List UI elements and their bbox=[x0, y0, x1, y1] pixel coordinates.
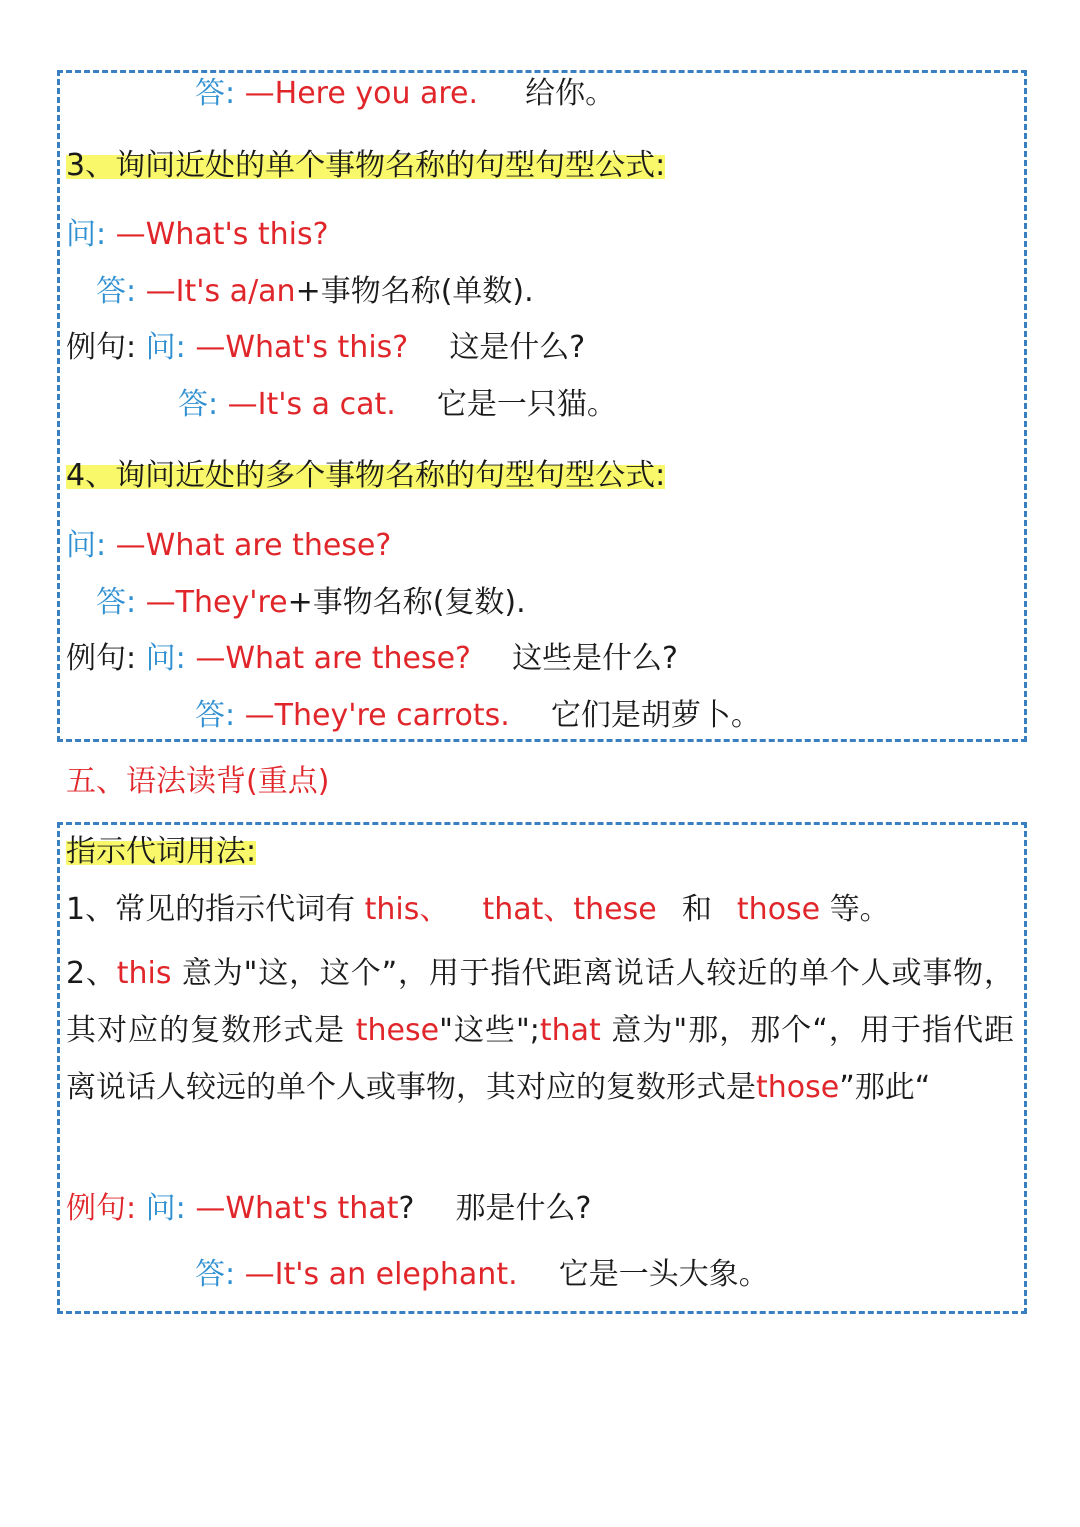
box2-example-question bbox=[66, 1189, 591, 1229]
answer-english: —It's a/an bbox=[145, 274, 296, 309]
question-mark: ? bbox=[398, 1191, 415, 1226]
word-that-these: that、these bbox=[482, 892, 657, 927]
answer-line-here-you-are bbox=[195, 74, 615, 114]
sec4-example-answer bbox=[195, 696, 761, 736]
word-these: these bbox=[355, 1013, 440, 1048]
answer-label: 答: bbox=[195, 1257, 236, 1292]
example-label: 例句: bbox=[66, 1191, 137, 1226]
p2-text-4: ”那此“ bbox=[839, 1070, 931, 1105]
p2-number: 2、 bbox=[66, 956, 117, 991]
question-label: 问: bbox=[145, 1191, 186, 1226]
sec4-question-pattern bbox=[66, 526, 391, 566]
answer-chinese: 它是一只猫。 bbox=[436, 387, 617, 422]
answer-chinese: 给你。 bbox=[525, 76, 616, 111]
example-label: 例句: bbox=[66, 330, 137, 365]
section-3-heading-text: 3、询问近处的单个事物名称的句型句型公式: bbox=[66, 148, 666, 183]
answer-formula: +事物名称(单数). bbox=[295, 274, 534, 309]
word-this: this bbox=[116, 956, 172, 991]
p1-text: 1、常见的指示代词有 bbox=[66, 892, 356, 927]
sec3-question-pattern bbox=[66, 215, 329, 255]
word-this: this、 bbox=[364, 892, 450, 927]
question-chinese: 那是什么? bbox=[455, 1191, 592, 1226]
word-that: that bbox=[539, 1013, 601, 1048]
p1-end: 等。 bbox=[829, 892, 890, 927]
question-english: —What are these? bbox=[115, 528, 392, 563]
question-label: 问: bbox=[66, 528, 107, 563]
demonstrative-heading-text: 指示代词用法: bbox=[66, 834, 257, 869]
answer-english: —They're bbox=[145, 585, 288, 620]
box2-example-answer bbox=[195, 1255, 769, 1295]
question-english: —What's that bbox=[195, 1191, 399, 1226]
answer-label: 答: bbox=[96, 585, 137, 620]
answer-english: —They're carrots. bbox=[244, 698, 510, 733]
question-chinese: 这些是什么? bbox=[512, 641, 678, 676]
sec4-example-question bbox=[66, 639, 678, 679]
question-label: 问: bbox=[145, 330, 186, 365]
section-5-title: 五、语法读背(重点) bbox=[66, 764, 330, 799]
p2-text-2: "这些"; bbox=[439, 1013, 540, 1048]
question-english: —What are these? bbox=[195, 641, 471, 676]
sec4-answer-pattern bbox=[96, 583, 526, 623]
p2-text-1: 意为"这，这个”，用于指代距离说话人较近的单个人或事物，其对应的复数形式是 bbox=[66, 956, 1015, 1048]
answer-chinese: 它是一头大象。 bbox=[558, 1257, 769, 1292]
answer-english: —It's an elephant. bbox=[244, 1257, 518, 1292]
sec3-example-question bbox=[66, 328, 585, 368]
example-label: 例句: bbox=[66, 641, 137, 676]
sec3-answer-pattern bbox=[96, 272, 534, 312]
section-3-heading bbox=[66, 146, 665, 186]
answer-label: 答: bbox=[195, 698, 236, 733]
demonstrative-heading bbox=[66, 832, 256, 872]
question-label: 问: bbox=[145, 641, 186, 676]
question-chinese: 这是什么? bbox=[449, 330, 586, 365]
paragraph-2 bbox=[66, 945, 1014, 1116]
section-4-heading-text: 4、询问近处的多个事物名称的句型句型公式: bbox=[66, 458, 666, 493]
answer-formula: +事物名称(复数). bbox=[287, 585, 526, 620]
paragraph-1 bbox=[66, 890, 890, 930]
answer-english: —Here you are. bbox=[244, 76, 479, 111]
question-label: 问: bbox=[66, 217, 107, 252]
p2-text-3: 意为"那，那个“，用于指代距离说话人较远的单个人或事物，其对应的复数形式是 bbox=[66, 1013, 1014, 1105]
question-english: —What's this? bbox=[115, 217, 329, 252]
answer-english: —It's a cat. bbox=[227, 387, 396, 422]
word-and: 和 bbox=[681, 892, 712, 927]
question-english: —What's this? bbox=[195, 330, 409, 365]
word-those: those bbox=[736, 892, 821, 927]
answer-label: 答: bbox=[96, 274, 137, 309]
answer-label: 答: bbox=[195, 76, 236, 111]
sec3-example-answer bbox=[178, 385, 617, 425]
word-those: those bbox=[756, 1070, 840, 1105]
section-4-heading bbox=[66, 456, 665, 496]
answer-chinese: 它们是胡萝卜。 bbox=[550, 698, 761, 733]
answer-label: 答: bbox=[178, 387, 219, 422]
